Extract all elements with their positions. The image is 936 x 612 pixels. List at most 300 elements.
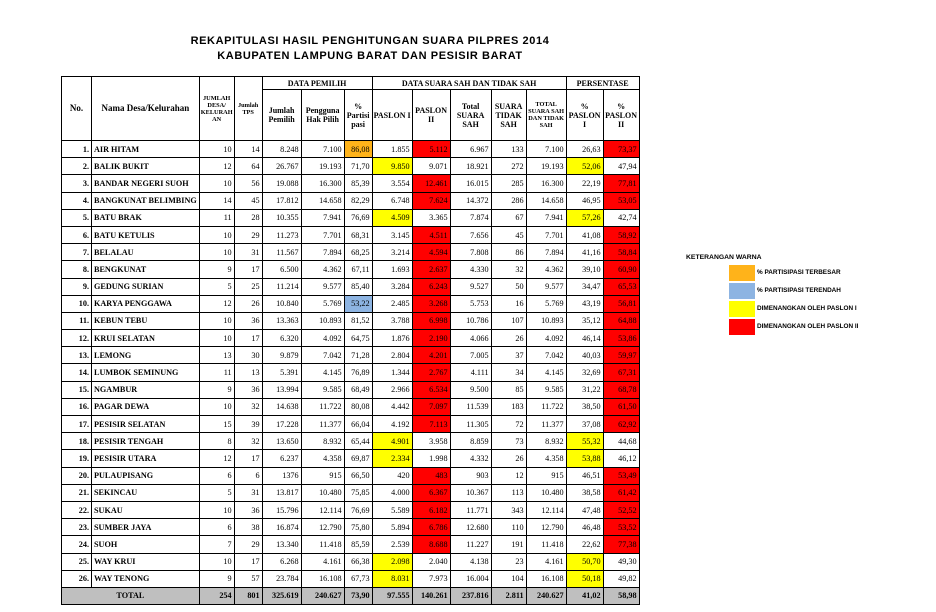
header-paslon1: PASLON I bbox=[372, 90, 412, 141]
row-tidak-sah: 113 bbox=[491, 484, 526, 501]
row-partisipasi: 82,29 bbox=[344, 192, 372, 209]
row-sah: 4.330 bbox=[450, 261, 491, 278]
row-partisipasi: 86,08 bbox=[344, 141, 372, 158]
table-row bbox=[62, 261, 640, 278]
header-persentase: PERSENTASE bbox=[566, 77, 639, 90]
row-paslon2: 5.112 bbox=[412, 141, 450, 158]
row-tps: 30 bbox=[234, 347, 262, 364]
row-total: 10.893 bbox=[526, 312, 566, 329]
row-tps: 31 bbox=[234, 244, 262, 261]
row-partisipasi: 64,75 bbox=[344, 330, 372, 347]
row-no: 18. bbox=[62, 433, 92, 450]
row-partisipasi: 68,49 bbox=[344, 381, 372, 398]
row-partisipasi: 85,40 bbox=[344, 278, 372, 295]
row-partisipasi: 71,28 bbox=[344, 347, 372, 364]
row-pct1: 41,16 bbox=[566, 244, 603, 261]
row-paslon1: 1.855 bbox=[372, 141, 412, 158]
row-nama: BALIK BUKIT bbox=[92, 158, 200, 175]
row-desa: 14 bbox=[199, 192, 234, 209]
row-desa: 5 bbox=[199, 484, 234, 501]
header-paslon2: PASLON II bbox=[412, 90, 450, 141]
row-sah: 4.066 bbox=[450, 330, 491, 347]
row-tps: 56 bbox=[234, 175, 262, 192]
row-total: 5.769 bbox=[526, 295, 566, 312]
legend-swatch bbox=[729, 319, 755, 335]
row-no: 19. bbox=[62, 450, 92, 467]
table-body bbox=[62, 141, 640, 588]
row-tidak-sah: 23 bbox=[491, 553, 526, 570]
row-total: 4.362 bbox=[526, 261, 566, 278]
row-no: 25. bbox=[62, 553, 92, 570]
row-pengguna: 11.722 bbox=[301, 398, 344, 415]
row-no: 21. bbox=[62, 484, 92, 501]
row-desa: 6 bbox=[199, 467, 234, 484]
row-no: 16. bbox=[62, 398, 92, 415]
row-pct1: 50,70 bbox=[566, 553, 603, 570]
total-row bbox=[62, 587, 640, 604]
row-tps: 38 bbox=[234, 519, 262, 536]
row-nama: PULAUPISANG bbox=[92, 467, 200, 484]
row-total: 11.722 bbox=[526, 398, 566, 415]
row-paslon2: 6.182 bbox=[412, 501, 450, 518]
row-pengguna: 7.042 bbox=[301, 347, 344, 364]
row-pengguna: 19.193 bbox=[301, 158, 344, 175]
row-partisipasi: 80,08 bbox=[344, 398, 372, 415]
row-pengguna: 16.300 bbox=[301, 175, 344, 192]
row-desa: 10 bbox=[199, 501, 234, 518]
row-pemilih: 1376 bbox=[262, 467, 301, 484]
row-tidak-sah: 133 bbox=[491, 141, 526, 158]
row-tps: 39 bbox=[234, 416, 262, 433]
row-nama: LUMBOK SEMINUNG bbox=[92, 364, 200, 381]
row-desa: 10 bbox=[199, 226, 234, 243]
row-tidak-sah: 110 bbox=[491, 519, 526, 536]
row-paslon1: 1.693 bbox=[372, 261, 412, 278]
row-pct1: 35,12 bbox=[566, 312, 603, 329]
row-no: 26. bbox=[62, 570, 92, 587]
row-tidak-sah: 183 bbox=[491, 398, 526, 415]
row-sah: 4.332 bbox=[450, 450, 491, 467]
row-partisipasi: 53,22 bbox=[344, 295, 372, 312]
header-pct-paslon2: % PASLON II bbox=[603, 90, 639, 141]
row-total: 7.100 bbox=[526, 141, 566, 158]
row-partisipasi: 68,31 bbox=[344, 226, 372, 243]
header-jumlah-pemilih: Jumlah Pemilih bbox=[262, 90, 301, 141]
row-pct2: 49,30 bbox=[603, 553, 639, 570]
row-pemilih: 5.391 bbox=[262, 364, 301, 381]
row-nama: PAGAR DEWA bbox=[92, 398, 200, 415]
row-pct2: 73,37 bbox=[603, 141, 639, 158]
row-pct2: 49,82 bbox=[603, 570, 639, 587]
legend-title: KETERANGAN WARNA bbox=[686, 254, 762, 261]
row-desa: 10 bbox=[199, 398, 234, 415]
row-sah: 903 bbox=[450, 467, 491, 484]
row-sah: 10.786 bbox=[450, 312, 491, 329]
row-pengguna: 4.145 bbox=[301, 364, 344, 381]
table-row bbox=[62, 295, 640, 312]
row-no: 4. bbox=[62, 192, 92, 209]
table-row bbox=[62, 536, 640, 553]
total-paslon2: 140.261 bbox=[412, 587, 450, 604]
row-nama: BATU KETULIS bbox=[92, 226, 200, 243]
row-pemilih: 11.273 bbox=[262, 226, 301, 243]
row-sah: 16.015 bbox=[450, 175, 491, 192]
row-pct1: 41,08 bbox=[566, 226, 603, 243]
row-nama: BANGKUNAT BELIMBING bbox=[92, 192, 200, 209]
row-pengguna: 10.480 bbox=[301, 484, 344, 501]
row-total: 19.193 bbox=[526, 158, 566, 175]
row-tidak-sah: 32 bbox=[491, 261, 526, 278]
row-sah: 4.138 bbox=[450, 553, 491, 570]
row-pct2: 62,92 bbox=[603, 416, 639, 433]
legend-item-yellow bbox=[686, 301, 857, 319]
table-row bbox=[62, 450, 640, 467]
row-partisipasi: 75,85 bbox=[344, 484, 372, 501]
row-no: 10. bbox=[62, 295, 92, 312]
table-row bbox=[62, 278, 640, 295]
row-sah: 11.305 bbox=[450, 416, 491, 433]
row-paslon1: 2.539 bbox=[372, 536, 412, 553]
table-row bbox=[62, 192, 640, 209]
row-pengguna: 9.577 bbox=[301, 278, 344, 295]
row-paslon2: 7.097 bbox=[412, 398, 450, 415]
row-pemilih: 14.638 bbox=[262, 398, 301, 415]
row-pengguna: 4.161 bbox=[301, 553, 344, 570]
row-tidak-sah: 272 bbox=[491, 158, 526, 175]
header-total-suara-sah: Total SUARA SAH bbox=[450, 90, 491, 141]
row-paslon1: 6.748 bbox=[372, 192, 412, 209]
row-sah: 16.004 bbox=[450, 570, 491, 587]
legend-label: DIMENANGKAN OLEH PASLON II bbox=[757, 323, 859, 330]
row-partisipasi: 85,59 bbox=[344, 536, 372, 553]
table-row bbox=[62, 416, 640, 433]
row-pct1: 46,14 bbox=[566, 330, 603, 347]
row-pengguna: 14.658 bbox=[301, 192, 344, 209]
header-pct-paslon1: % PASLON I bbox=[566, 90, 603, 141]
row-tidak-sah: 45 bbox=[491, 226, 526, 243]
row-pct2: 61,50 bbox=[603, 398, 639, 415]
row-pct2: 53,52 bbox=[603, 519, 639, 536]
row-total: 4.092 bbox=[526, 330, 566, 347]
row-tidak-sah: 343 bbox=[491, 501, 526, 518]
row-pemilih: 17.228 bbox=[262, 416, 301, 433]
row-tidak-sah: 34 bbox=[491, 364, 526, 381]
header-nama: Nama Desa/Kelurahan bbox=[92, 77, 200, 141]
row-pct1: 32,69 bbox=[566, 364, 603, 381]
table-row bbox=[62, 364, 640, 381]
row-paslon1: 2.098 bbox=[372, 553, 412, 570]
row-pct2: 56,81 bbox=[603, 295, 639, 312]
row-pemilih: 6.320 bbox=[262, 330, 301, 347]
row-paslon2: 3.958 bbox=[412, 433, 450, 450]
row-total: 7.701 bbox=[526, 226, 566, 243]
row-nama: WAY KRUI bbox=[92, 553, 200, 570]
row-partisipasi: 66,04 bbox=[344, 416, 372, 433]
row-pct1: 26,63 bbox=[566, 141, 603, 158]
row-tidak-sah: 37 bbox=[491, 347, 526, 364]
row-paslon2: 7.973 bbox=[412, 570, 450, 587]
row-paslon1: 3.214 bbox=[372, 244, 412, 261]
row-desa: 11 bbox=[199, 364, 234, 381]
total-pct1: 41,02 bbox=[566, 587, 603, 604]
row-total: 14.658 bbox=[526, 192, 566, 209]
total-desa: 254 bbox=[199, 587, 234, 604]
header-jumlah-desa: JUMLAH DESA/ KELURAH AN bbox=[199, 77, 234, 141]
row-tps: 57 bbox=[234, 570, 262, 587]
row-paslon1: 4.000 bbox=[372, 484, 412, 501]
row-no: 12. bbox=[62, 330, 92, 347]
table-row bbox=[62, 519, 640, 536]
row-pemilih: 6.500 bbox=[262, 261, 301, 278]
row-tps: 45 bbox=[234, 192, 262, 209]
row-partisipasi: 65,44 bbox=[344, 433, 372, 450]
row-tidak-sah: 50 bbox=[491, 278, 526, 295]
row-sah: 10.367 bbox=[450, 484, 491, 501]
row-tps: 14 bbox=[234, 141, 262, 158]
row-pengguna: 4.092 bbox=[301, 330, 344, 347]
row-tidak-sah: 85 bbox=[491, 381, 526, 398]
row-pct2: 58,92 bbox=[603, 226, 639, 243]
row-partisipasi: 81,52 bbox=[344, 312, 372, 329]
row-tidak-sah: 191 bbox=[491, 536, 526, 553]
row-pct2: 67,31 bbox=[603, 364, 639, 381]
legend-swatch bbox=[729, 301, 755, 317]
row-total: 11.418 bbox=[526, 536, 566, 553]
row-pct1: 22,19 bbox=[566, 175, 603, 192]
row-no: 8. bbox=[62, 261, 92, 278]
row-pct2: 53,86 bbox=[603, 330, 639, 347]
row-paslon2: 2.040 bbox=[412, 553, 450, 570]
row-sah: 6.967 bbox=[450, 141, 491, 158]
row-pct1: 38,50 bbox=[566, 398, 603, 415]
row-total: 9.585 bbox=[526, 381, 566, 398]
table-row bbox=[62, 501, 640, 518]
row-no: 23. bbox=[62, 519, 92, 536]
row-paslon1: 8.031 bbox=[372, 570, 412, 587]
row-tidak-sah: 73 bbox=[491, 433, 526, 450]
row-pengguna: 11.418 bbox=[301, 536, 344, 553]
row-paslon1: 4.442 bbox=[372, 398, 412, 415]
row-partisipasi: 66,50 bbox=[344, 467, 372, 484]
row-total: 4.161 bbox=[526, 553, 566, 570]
total-pengguna: 240.627 bbox=[301, 587, 344, 604]
row-nama: SUKAU bbox=[92, 501, 200, 518]
row-pct1: 37,08 bbox=[566, 416, 603, 433]
row-nama: LEMONG bbox=[92, 347, 200, 364]
row-total: 4.145 bbox=[526, 364, 566, 381]
row-desa: 10 bbox=[199, 553, 234, 570]
row-tps: 36 bbox=[234, 381, 262, 398]
table-row bbox=[62, 467, 640, 484]
row-desa: 7 bbox=[199, 536, 234, 553]
row-total: 7.941 bbox=[526, 209, 566, 226]
results-table bbox=[61, 76, 640, 605]
row-tps: 25 bbox=[234, 278, 262, 295]
row-pengguna: 7.894 bbox=[301, 244, 344, 261]
row-tps: 28 bbox=[234, 209, 262, 226]
total-pct2: 58,98 bbox=[603, 587, 639, 604]
total-sah: 237.816 bbox=[450, 587, 491, 604]
table-row bbox=[62, 484, 640, 501]
row-nama: KEBUN TEBU bbox=[92, 312, 200, 329]
total-tps: 801 bbox=[234, 587, 262, 604]
header-jumlah-tps: Jumlah TPS bbox=[234, 77, 262, 141]
row-sah: 4.111 bbox=[450, 364, 491, 381]
row-partisipasi: 85,39 bbox=[344, 175, 372, 192]
row-nama: BATU BRAK bbox=[92, 209, 200, 226]
row-paslon2: 6.243 bbox=[412, 278, 450, 295]
table-row bbox=[62, 433, 640, 450]
row-pct2: 77,81 bbox=[603, 175, 639, 192]
row-pct2: 52,52 bbox=[603, 501, 639, 518]
row-no: 22. bbox=[62, 501, 92, 518]
row-pemilih: 10.840 bbox=[262, 295, 301, 312]
row-pct2: 61,42 bbox=[603, 484, 639, 501]
row-pemilih: 23.784 bbox=[262, 570, 301, 587]
row-partisipasi: 67,73 bbox=[344, 570, 372, 587]
header-suara-tidak-sah: SUARA TIDAK SAH bbox=[491, 90, 526, 141]
total-paslon1: 97.555 bbox=[372, 587, 412, 604]
table-row bbox=[62, 244, 640, 261]
row-pct2: 64,88 bbox=[603, 312, 639, 329]
row-paslon1: 2.334 bbox=[372, 450, 412, 467]
row-tps: 32 bbox=[234, 398, 262, 415]
row-tps: 31 bbox=[234, 484, 262, 501]
row-paslon1: 2.966 bbox=[372, 381, 412, 398]
row-desa: 9 bbox=[199, 261, 234, 278]
row-tps: 17 bbox=[234, 261, 262, 278]
row-pemilih: 15.796 bbox=[262, 501, 301, 518]
row-total: 16.300 bbox=[526, 175, 566, 192]
table-row bbox=[62, 209, 640, 226]
row-no: 5. bbox=[62, 209, 92, 226]
row-pct1: 47,48 bbox=[566, 501, 603, 518]
row-pct1: 50,18 bbox=[566, 570, 603, 587]
row-no: 13. bbox=[62, 347, 92, 364]
row-sah: 7.656 bbox=[450, 226, 491, 243]
row-paslon2: 3.365 bbox=[412, 209, 450, 226]
row-tps: 29 bbox=[234, 536, 262, 553]
row-total: 12.790 bbox=[526, 519, 566, 536]
row-tidak-sah: 12 bbox=[491, 467, 526, 484]
row-sah: 9.500 bbox=[450, 381, 491, 398]
row-tidak-sah: 286 bbox=[491, 192, 526, 209]
row-paslon2: 7.624 bbox=[412, 192, 450, 209]
total-label: TOTAL bbox=[62, 587, 200, 604]
row-pct1: 22,62 bbox=[566, 536, 603, 553]
row-paslon2: 2.767 bbox=[412, 364, 450, 381]
row-pengguna: 8.932 bbox=[301, 433, 344, 450]
row-tps: 17 bbox=[234, 450, 262, 467]
row-nama: BANDAR NEGERI SUOH bbox=[92, 175, 200, 192]
row-pemilih: 9.879 bbox=[262, 347, 301, 364]
row-no: 24. bbox=[62, 536, 92, 553]
row-pengguna: 11.377 bbox=[301, 416, 344, 433]
row-paslon1: 1.876 bbox=[372, 330, 412, 347]
row-pengguna: 12.790 bbox=[301, 519, 344, 536]
row-total: 8.932 bbox=[526, 433, 566, 450]
row-desa: 10 bbox=[199, 312, 234, 329]
row-desa: 15 bbox=[199, 416, 234, 433]
row-pemilih: 26.767 bbox=[262, 158, 301, 175]
row-total: 10.480 bbox=[526, 484, 566, 501]
table-row bbox=[62, 347, 640, 364]
row-paslon2: 12.461 bbox=[412, 175, 450, 192]
row-paslon2: 2.637 bbox=[412, 261, 450, 278]
row-partisipasi: 76,69 bbox=[344, 209, 372, 226]
row-pemilih: 17.812 bbox=[262, 192, 301, 209]
row-pemilih: 11.567 bbox=[262, 244, 301, 261]
total-tidak-sah: 2.811 bbox=[491, 587, 526, 604]
row-pct2: 59,97 bbox=[603, 347, 639, 364]
header-data-suara: DATA SUARA SAH DAN TIDAK SAH bbox=[372, 77, 566, 90]
row-pemilih: 13.363 bbox=[262, 312, 301, 329]
row-paslon1: 9.850 bbox=[372, 158, 412, 175]
row-tidak-sah: 67 bbox=[491, 209, 526, 226]
row-total: 4.358 bbox=[526, 450, 566, 467]
row-nama: WAY TENONG bbox=[92, 570, 200, 587]
row-pct2: 65,53 bbox=[603, 278, 639, 295]
row-nama: PESISIR SELATAN bbox=[92, 416, 200, 433]
row-paslon2: 4.594 bbox=[412, 244, 450, 261]
table-row bbox=[62, 553, 640, 570]
row-paslon1: 4.901 bbox=[372, 433, 412, 450]
legend-label: DIMENANGKAN OLEH PASLON I bbox=[757, 305, 857, 312]
row-partisipasi: 67,11 bbox=[344, 261, 372, 278]
row-desa: 12 bbox=[199, 158, 234, 175]
row-partisipasi: 71,70 bbox=[344, 158, 372, 175]
row-paslon1: 2.485 bbox=[372, 295, 412, 312]
row-paslon2: 483 bbox=[412, 467, 450, 484]
row-sah: 12.680 bbox=[450, 519, 491, 536]
row-no: 1. bbox=[62, 141, 92, 158]
row-pemilih: 10.355 bbox=[262, 209, 301, 226]
row-paslon1: 5.894 bbox=[372, 519, 412, 536]
row-paslon1: 2.804 bbox=[372, 347, 412, 364]
row-paslon2: 2.190 bbox=[412, 330, 450, 347]
row-desa: 8 bbox=[199, 433, 234, 450]
row-partisipasi: 68,25 bbox=[344, 244, 372, 261]
row-pct2: 60,90 bbox=[603, 261, 639, 278]
row-paslon1: 4.509 bbox=[372, 209, 412, 226]
legend-label: % PARTISIPASI TERENDAH bbox=[757, 287, 841, 294]
row-pct1: 34,47 bbox=[566, 278, 603, 295]
row-pct2: 68,78 bbox=[603, 381, 639, 398]
row-pct2: 42,74 bbox=[603, 209, 639, 226]
row-pct1: 55,32 bbox=[566, 433, 603, 450]
row-paslon1: 5.589 bbox=[372, 501, 412, 518]
row-paslon2: 4.201 bbox=[412, 347, 450, 364]
table-row bbox=[62, 141, 640, 158]
row-sah: 7.874 bbox=[450, 209, 491, 226]
row-pct1: 57,26 bbox=[566, 209, 603, 226]
color-legend bbox=[686, 254, 859, 337]
row-pengguna: 5.769 bbox=[301, 295, 344, 312]
row-pct2: 46,12 bbox=[603, 450, 639, 467]
row-no: 15. bbox=[62, 381, 92, 398]
legend-item-blue bbox=[686, 283, 841, 301]
row-pengguna: 915 bbox=[301, 467, 344, 484]
row-desa: 9 bbox=[199, 570, 234, 587]
row-nama: AIR HITAM bbox=[92, 141, 200, 158]
row-pemilih: 13.340 bbox=[262, 536, 301, 553]
row-sah: 11.539 bbox=[450, 398, 491, 415]
table-row bbox=[62, 158, 640, 175]
row-nama: BELALAU bbox=[92, 244, 200, 261]
row-sah: 11.771 bbox=[450, 501, 491, 518]
row-pemilih: 13.650 bbox=[262, 433, 301, 450]
row-total: 12.114 bbox=[526, 501, 566, 518]
